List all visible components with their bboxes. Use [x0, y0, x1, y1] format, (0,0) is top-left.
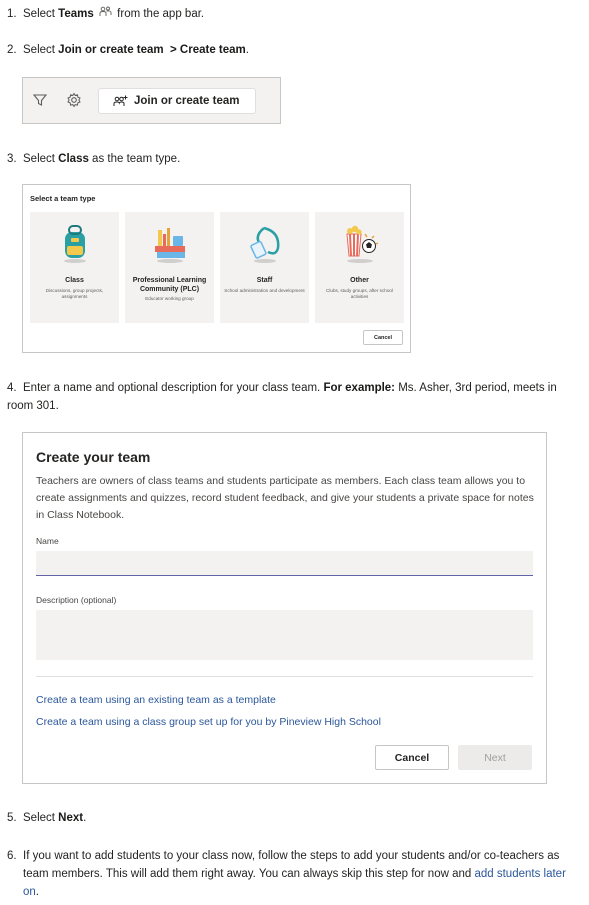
step-3: 3. Select Class as the team type. [7, 153, 181, 165]
step-5: 5. Select Next. [7, 812, 87, 824]
filter-icon[interactable] [32, 92, 50, 110]
popcorn-ball-icon [339, 222, 381, 266]
team-type-title: Select a team type [30, 194, 96, 203]
join-team-icon [113, 95, 128, 108]
add-students-later-link[interactable]: add students later on [23, 868, 566, 898]
app-bar-screenshot [22, 77, 281, 124]
next-button[interactable]: Next [458, 745, 532, 770]
teams-icon [99, 5, 112, 23]
team-type-cancel-button[interactable]: Cancel [363, 330, 403, 345]
dialog-description: Teachers are owners of class teams and students participate as members. Each class team allows you to create assignments and quizzes, record student feedback, and give your students a private space for notes in Class Notebook. [36, 475, 534, 521]
step-6: 6. If you want to add students to your class now, follow the steps to add your students and/or co-teachers as team members. This will add them right away. You can always skip this step for now and add students later on. [7, 850, 566, 898]
step-2: 2. Select Join or create team > Create team. [7, 44, 249, 56]
create-team-dialog [22, 432, 547, 784]
gear-icon[interactable] [66, 92, 84, 110]
books-icon [149, 222, 191, 266]
name-label: Name [36, 536, 59, 546]
description-input[interactable] [36, 610, 533, 660]
description-label: Description (optional) [36, 595, 117, 605]
class-group-link[interactable]: Create a team using a class group set up for you by Pineview High School [36, 716, 381, 728]
divider [36, 676, 533, 677]
team-type-dialog [22, 184, 411, 353]
team-type-other[interactable]: Other Clubs, study groups, after school activities [315, 212, 404, 323]
team-type-staff[interactable]: Staff School administration and development [220, 212, 309, 323]
team-type-class[interactable]: Class Discussions, group projects, assignments [30, 212, 119, 323]
cancel-button[interactable]: Cancel [375, 745, 449, 770]
step-4: 4. Enter a name and optional description for your class team. For example: Ms. Asher, 3rd period, meets in room 301. [7, 382, 557, 412]
dialog-title: Create your team [36, 449, 151, 465]
lanyard-badge-icon [244, 222, 286, 266]
step-1: 1. Select Teams from the app bar. [7, 5, 579, 23]
name-input[interactable] [36, 551, 533, 576]
join-or-create-team-button[interactable]: Join or create team [98, 88, 256, 114]
team-type-plc[interactable]: Professional Learning Community (PLC) Educator working group [125, 212, 214, 323]
backpack-icon [54, 222, 96, 266]
template-link[interactable]: Create a team using an existing team as a template [36, 694, 276, 706]
